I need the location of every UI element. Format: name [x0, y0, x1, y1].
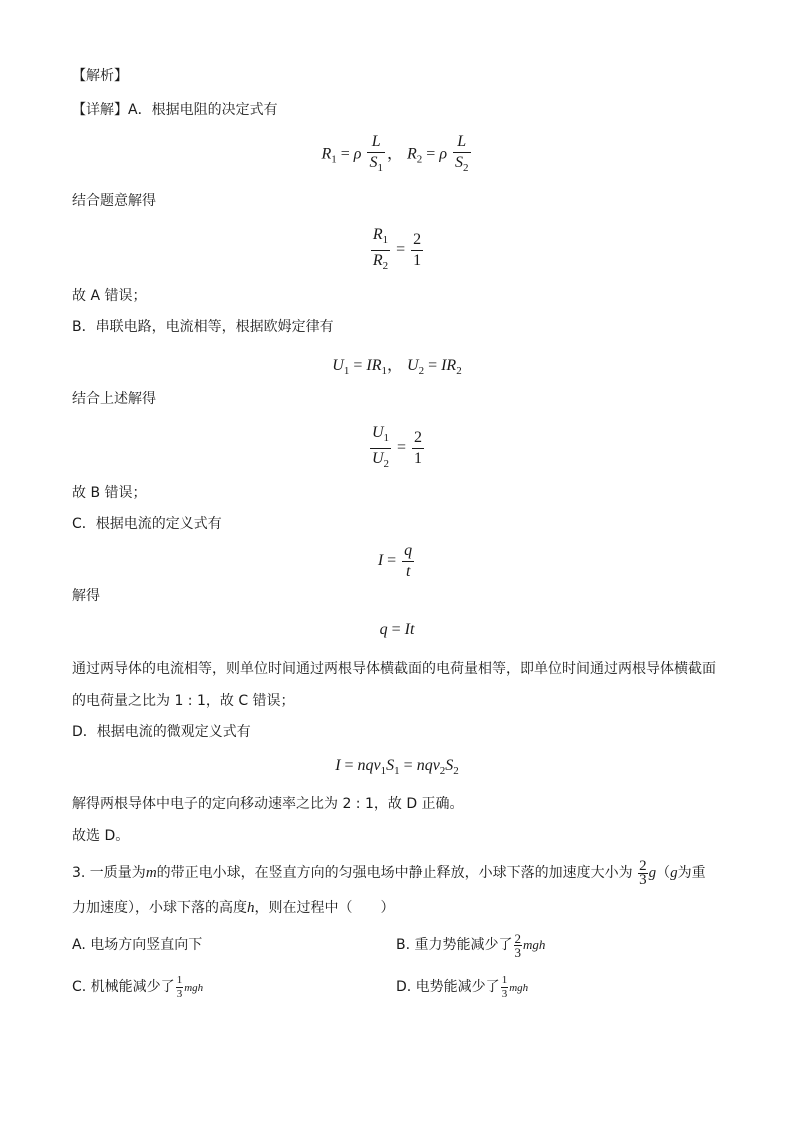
option-a-text: A. 电场方向竖直向下: [72, 937, 203, 953]
mgh-term: mgh: [523, 937, 546, 952]
fraction-denominator: 3: [639, 871, 647, 888]
fraction-denominator: 3: [514, 944, 522, 960]
d-intro-text: D．根据电流的微观定义式有: [72, 724, 251, 740]
fraction-numerator: 2: [514, 930, 522, 946]
b-wrong-text: 故 B 错误；: [72, 485, 147, 501]
fraction-numerator: 1: [176, 973, 183, 986]
analysis-header: 【解析】: [72, 68, 128, 84]
formula-current-definition: I = $\frac{q}{t}$: [377, 542, 413, 580]
a-wrong-text: 故 A 错误；: [72, 288, 147, 304]
combine-text-1: 结合题意解得: [72, 193, 156, 209]
choose-answer-text: 故选 D。: [72, 828, 130, 844]
formula-voltage-ratio: $\frac{U_1}{U_2}$ = $\frac{2}{1}$: [371, 424, 423, 470]
solve-text: 解得: [72, 588, 100, 604]
option-d-text: D. 电势能减少了: [396, 979, 500, 995]
q3-fraction-two-thirds: [638, 857, 648, 888]
fraction-two-thirds: [514, 932, 523, 959]
q3-var-m: m: [145, 865, 157, 881]
mgh-term: mgh: [509, 982, 529, 994]
mgh-term: mgh: [184, 982, 204, 994]
fraction-one-third: [501, 974, 509, 1001]
formula-ohm: $U_1 = IR_1$， $U_2 = IR_2$: [332, 357, 462, 377]
fraction-one-third: [176, 974, 184, 1001]
q3-stem-part: 为重: [677, 865, 706, 881]
c-text-line-1: 通过两导体的电流相等，则单位时间通过两根导体横截面的电荷量相等，即单位时间通过两根导体横截面: [72, 661, 716, 677]
formula-resistance-ratio: $\frac{R_1}{R_2}$ = $\frac{2}{1}$: [372, 226, 422, 272]
d-correct-text: 解得两根导体中电子的定向移动速率之比为 2 : 1，故 D 正确。: [72, 796, 464, 812]
b-intro-text: B．串联电路，电流相等，根据欧姆定律有: [72, 319, 334, 335]
formula-micro-current: $I = nqv_1S_1 = nqv_2S_2$: [335, 757, 459, 777]
q3-var-h: h: [247, 900, 255, 916]
fraction-denominator: 3: [501, 987, 508, 1000]
q3-option-c[interactable]: [72, 972, 203, 1003]
q3-stem-part: 的带正电小球，在竖直方向的匀强电场中静止释放，小球下落的加速度大小为: [156, 865, 633, 881]
q3-stem-part: ，则在过程中（ ）: [254, 900, 395, 916]
q3-option-a[interactable]: [72, 936, 202, 954]
a-intro-text: A．根据电阻的决定式有: [128, 102, 278, 118]
q3-stem-part: （: [656, 865, 671, 881]
detail-tag: 【详解】: [72, 102, 128, 118]
q3-stem-line-1: [72, 856, 706, 890]
combine-text-2: 结合上述解得: [72, 391, 156, 407]
fraction-denominator: 3: [176, 987, 183, 1000]
c-intro-text: C．根据电流的定义式有: [72, 516, 222, 532]
detail-a-intro: [72, 101, 278, 119]
q3-var-g: g: [670, 865, 678, 881]
q3-stem-part: 力加速度），小球下落的高度: [72, 900, 247, 916]
formula-charge: q = It: [379, 621, 415, 638]
option-b-text: B. 重力势能减少了: [396, 937, 513, 953]
q3-option-b[interactable]: [396, 930, 545, 960]
c-text-line-2: 的电荷量之比为 1 : 1，故 C 错误；: [72, 693, 295, 709]
q3-var-g: g: [648, 865, 657, 881]
fraction-numerator: 1: [501, 973, 508, 986]
formula-resistance: $R_1 = \rho$ $\frac{L}{S_1}$ ， $R_2 = \rho$ $\frac{L}{S_2}$: [321, 133, 469, 174]
q3-stem-part: 3. 一质量为: [72, 865, 146, 881]
q3-stem-line-2: [72, 899, 395, 917]
fraction-numerator: 2: [639, 857, 647, 874]
option-c-text: C. 机械能减少了: [72, 979, 175, 995]
q3-option-d[interactable]: [396, 972, 528, 1003]
